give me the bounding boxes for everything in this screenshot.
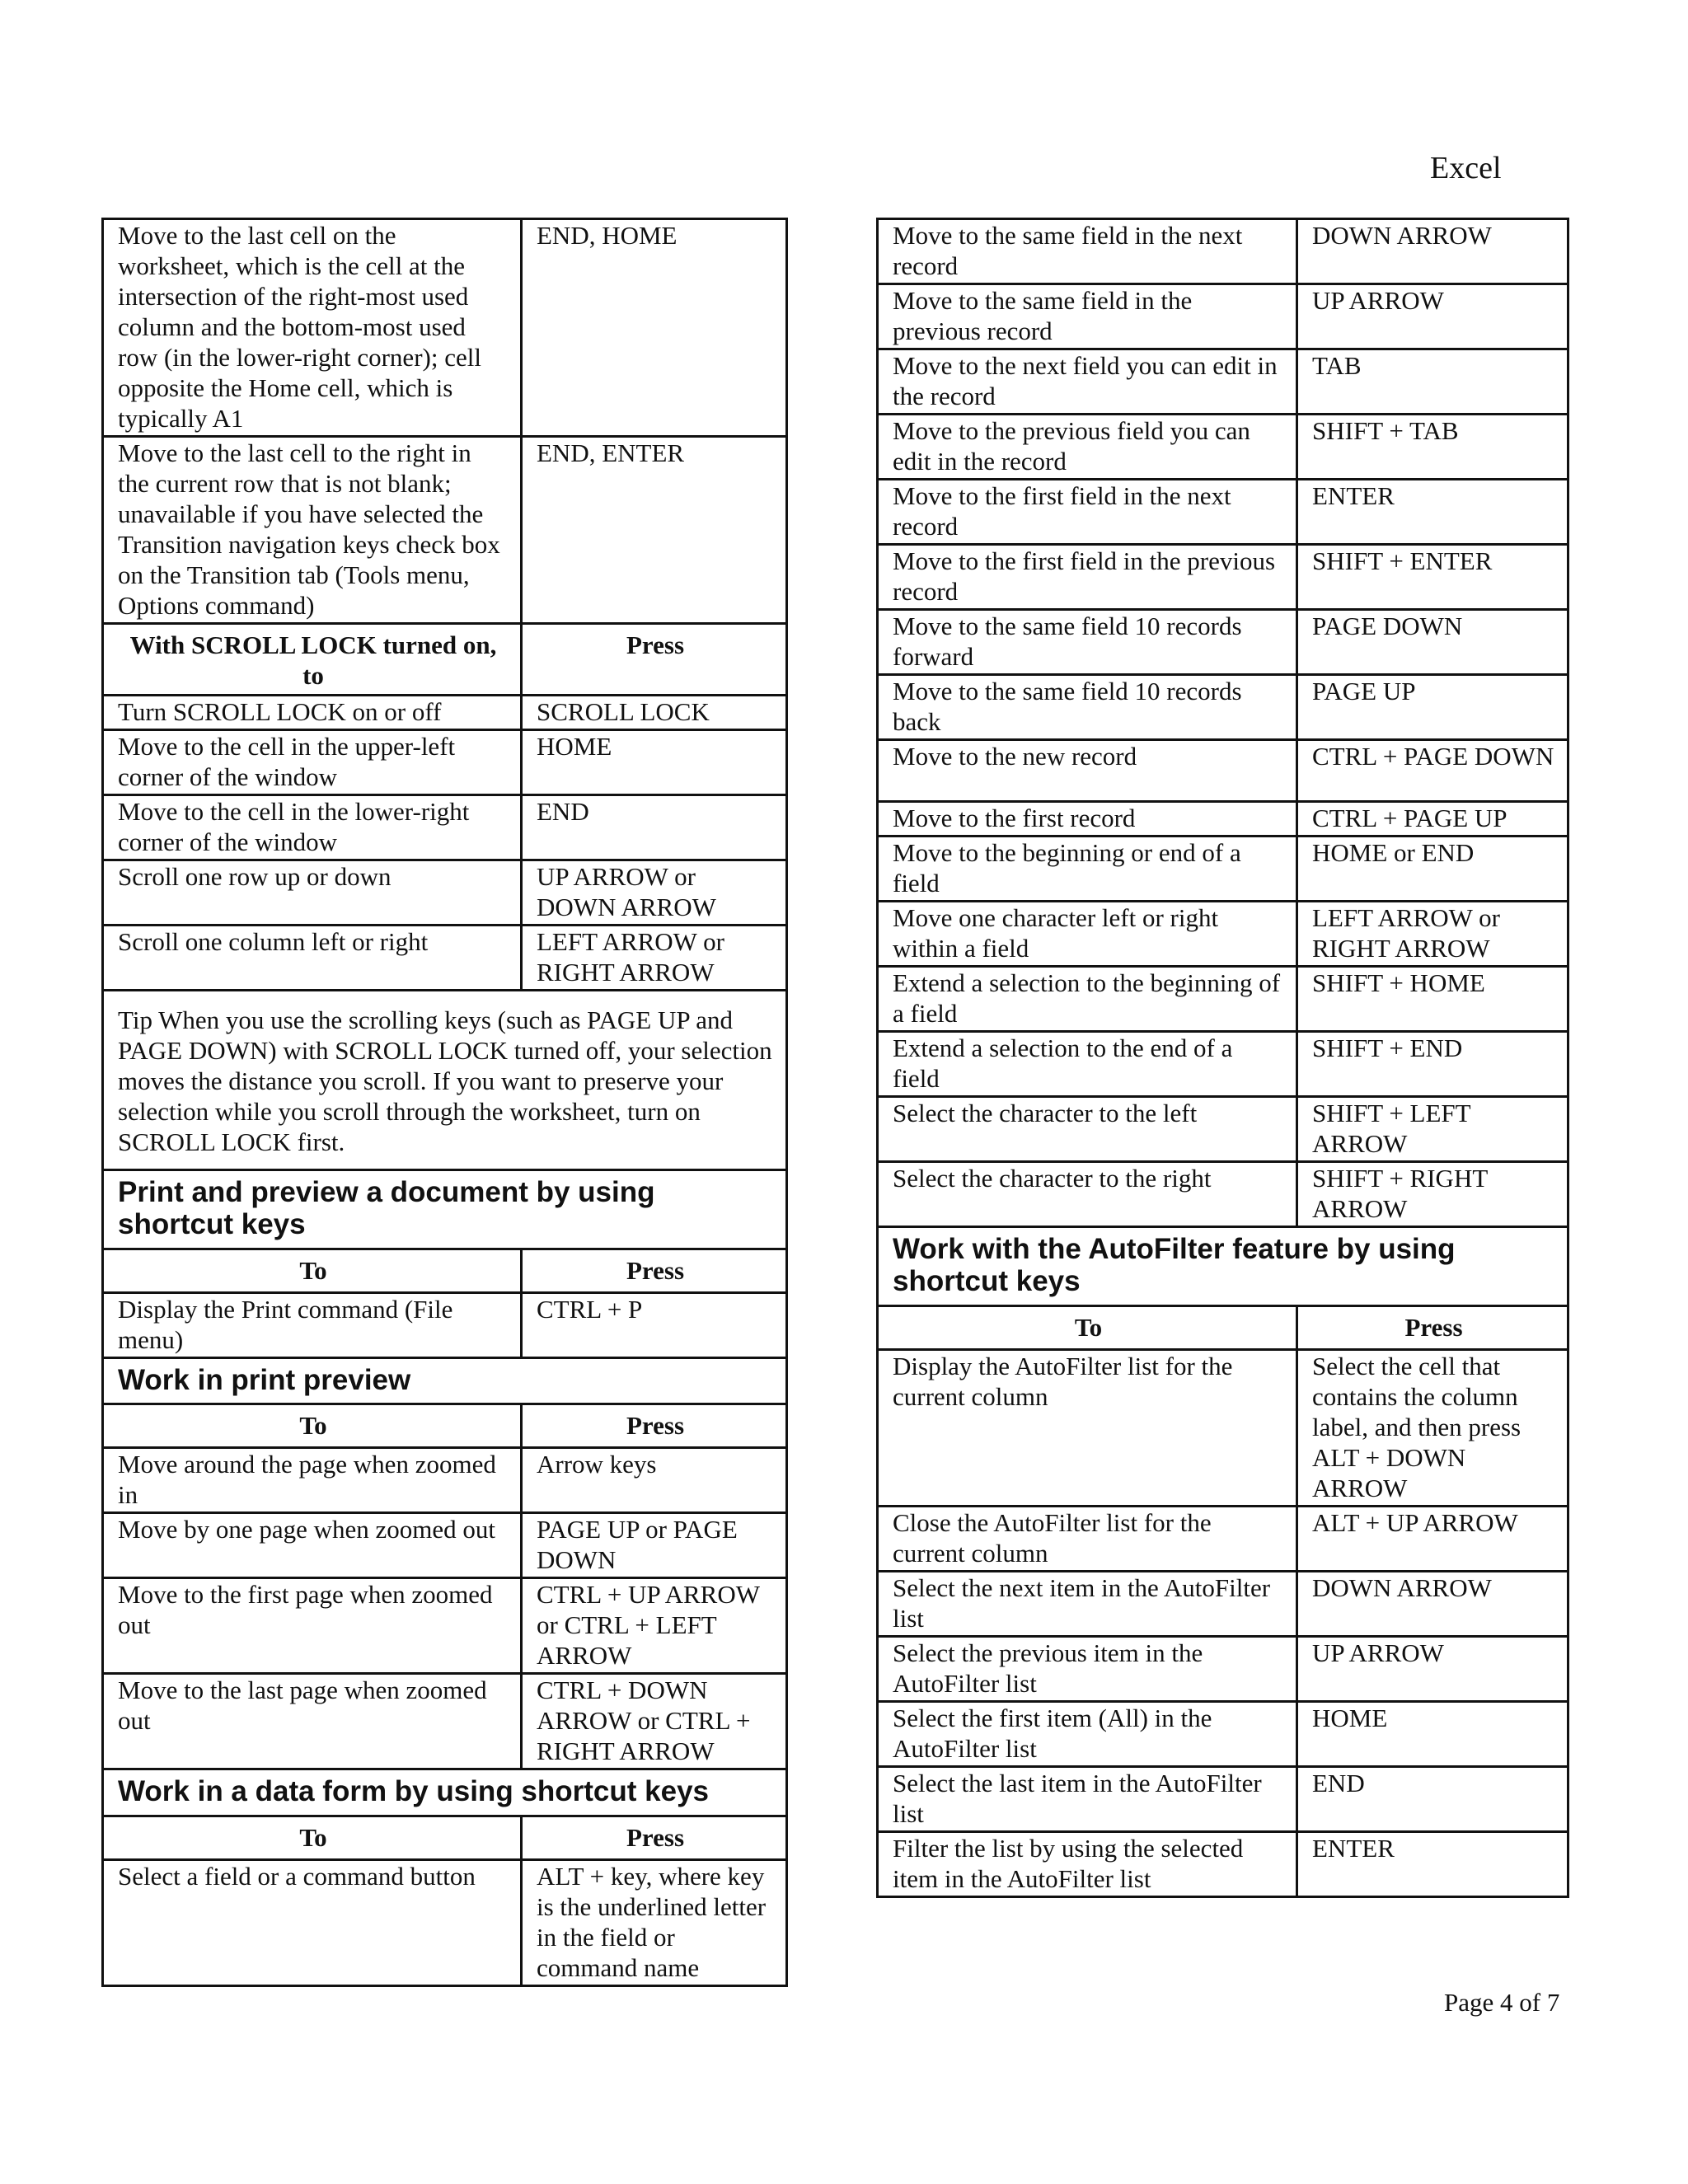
keys-cell: SHIFT + END: [1297, 1032, 1568, 1097]
table-row: [103, 1448, 787, 1513]
keys-cell: SCROLL LOCK: [522, 696, 787, 730]
table-row: [878, 902, 1568, 967]
keys-cell: UP ARROW: [1297, 1637, 1568, 1702]
table-row: [103, 437, 787, 624]
table-row: [878, 415, 1568, 480]
section-title-data-form: Work in a data form by using shortcut keys: [103, 1769, 787, 1816]
column-header-to: To: [103, 1404, 522, 1448]
keys-cell: CTRL + PAGE UP: [1297, 802, 1568, 837]
table-row: [878, 610, 1568, 675]
keys-cell: ENTER: [1297, 480, 1568, 545]
table-row: [103, 1293, 787, 1358]
table-row: [103, 1860, 787, 1986]
column-header-press: Press: [522, 1249, 787, 1293]
keys-cell: CTRL + UP ARROW or CTRL + LEFT ARROW: [522, 1578, 787, 1674]
table-row: [878, 675, 1568, 740]
keys-cell: TAB: [1297, 349, 1568, 415]
table-row: [878, 284, 1568, 349]
table-row: [878, 1507, 1568, 1572]
table-row: [103, 795, 787, 860]
table-row: [103, 730, 787, 795]
table-row: [103, 860, 787, 926]
column-header-press: Press: [522, 1404, 787, 1448]
right-shortcut-table: [876, 218, 1569, 1898]
action-cell: Move to the new record: [878, 740, 1297, 802]
keys-cell: END, HOME: [522, 219, 787, 437]
action-cell: Display the AutoFilter list for the current column: [878, 1350, 1297, 1507]
keys-cell: SHIFT + ENTER: [1297, 545, 1568, 610]
section-title-autofilter: Work with the AutoFilter feature by using shortcut keys: [878, 1227, 1568, 1306]
action-cell: Move to the same field 10 records back: [878, 675, 1297, 740]
action-cell: Move to the first page when zoomed out: [103, 1578, 522, 1674]
action-cell: Move to the cell in the lower-right corner of the window: [103, 795, 522, 860]
table-row: [878, 740, 1568, 802]
table-row: [878, 1350, 1568, 1507]
table-row: [878, 219, 1568, 284]
action-cell: Close the AutoFilter list for the current column: [878, 1507, 1297, 1572]
section-title-row: [103, 1170, 787, 1249]
action-cell: Select a field or a command button: [103, 1860, 522, 1986]
table-row: [878, 1572, 1568, 1637]
keys-cell: CTRL + PAGE DOWN: [1297, 740, 1568, 802]
action-cell: Select the next item in the AutoFilter list: [878, 1572, 1297, 1637]
left-shortcut-table: [101, 218, 788, 1987]
column-header-to: To: [103, 1816, 522, 1860]
keys-cell: LEFT ARROW or RIGHT ARROW: [522, 926, 787, 991]
action-cell: Move to the previous field you can edit in the record: [878, 415, 1297, 480]
table-row: [103, 219, 787, 437]
action-cell: Move to the last page when zoomed out: [103, 1674, 522, 1769]
table-row: [878, 837, 1568, 902]
keys-cell: PAGE UP or PAGE DOWN: [522, 1513, 787, 1578]
action-cell: Extend a selection to the end of a field: [878, 1032, 1297, 1097]
table-header-row: [103, 1249, 787, 1293]
action-cell: Extend a selection to the beginning of a field: [878, 967, 1297, 1032]
column-header-press: Press: [1297, 1306, 1568, 1350]
table-row: [878, 1162, 1568, 1227]
action-cell: Move to the last cell on the worksheet, which is the cell at the intersection of the right-most used column and the bottom-most used row (in the lower-right corner); cell opposite the Home cell, which is typically A1: [103, 219, 522, 437]
action-cell: Move to the first field in the next record: [878, 480, 1297, 545]
table-row: [878, 480, 1568, 545]
keys-cell: HOME: [522, 730, 787, 795]
action-cell: Move to the beginning or end of a field: [878, 837, 1297, 902]
table-row: [103, 926, 787, 991]
action-cell: Scroll one column left or right: [103, 926, 522, 991]
keys-cell: PAGE DOWN: [1297, 610, 1568, 675]
keys-cell: UP ARROW: [1297, 284, 1568, 349]
table-row: [103, 696, 787, 730]
table-row: [878, 1032, 1568, 1097]
action-cell: Move to the last cell to the right in the current row that is not blank; unavailable if you have selected the Transition navigation keys check box on the Transition tab (Tools menu, Options command): [103, 437, 522, 624]
action-cell: Turn SCROLL LOCK on or off: [103, 696, 522, 730]
keys-cell: END: [1297, 1767, 1568, 1832]
keys-cell: UP ARROW or DOWN ARROW: [522, 860, 787, 926]
action-cell: Display the Print command (File menu): [103, 1293, 522, 1358]
table-row: [103, 1578, 787, 1674]
table-row: [878, 1767, 1568, 1832]
column-header-press: Press: [522, 1816, 787, 1860]
action-cell: Move to the same field in the next record: [878, 219, 1297, 284]
keys-cell: HOME: [1297, 1702, 1568, 1767]
table-row: [878, 1097, 1568, 1162]
column-header-to: To: [878, 1306, 1297, 1350]
table-row: [878, 802, 1568, 837]
keys-cell: SHIFT + TAB: [1297, 415, 1568, 480]
action-cell: Scroll one row up or down: [103, 860, 522, 926]
keys-cell: Select the cell that contains the column label, and then press ALT + DOWN ARROW: [1297, 1350, 1568, 1507]
action-cell: Select the first item (All) in the AutoFilter list: [878, 1702, 1297, 1767]
action-cell: Move to the same field 10 records forward: [878, 610, 1297, 675]
section-title-row: [103, 1358, 787, 1404]
table-header-row: [103, 1404, 787, 1448]
action-cell: Move to the first record: [878, 802, 1297, 837]
column-header-to: With SCROLL LOCK turned on, to: [103, 624, 522, 696]
section-title-row: [103, 1769, 787, 1816]
table-header-row: [103, 1816, 787, 1860]
table-header-row: [103, 624, 787, 696]
document-header-title: Excel: [1430, 151, 1502, 185]
tip-row: [103, 991, 787, 1170]
action-cell: Move to the cell in the upper-left corner of the window: [103, 730, 522, 795]
page-number: Page 4 of 7: [1444, 1988, 1560, 2017]
keys-cell: SHIFT + LEFT ARROW: [1297, 1097, 1568, 1162]
table-header-row: [878, 1306, 1568, 1350]
table-row: [103, 1674, 787, 1769]
action-cell: Select the last item in the AutoFilter list: [878, 1767, 1297, 1832]
action-cell: Filter the list by using the selected item in the AutoFilter list: [878, 1832, 1297, 1897]
keys-cell: LEFT ARROW or RIGHT ARROW: [1297, 902, 1568, 967]
keys-cell: END, ENTER: [522, 437, 787, 624]
table-row: [878, 967, 1568, 1032]
table-row: [103, 1513, 787, 1578]
table-row: [878, 349, 1568, 415]
action-cell: Move one character left or right within a field: [878, 902, 1297, 967]
keys-cell: ENTER: [1297, 1832, 1568, 1897]
keys-cell: END: [522, 795, 787, 860]
scroll-lock-tip: Tip When you use the scrolling keys (such as PAGE UP and PAGE DOWN) with SCROLL LOCK turned off, your selection moves the distance you scroll. If you want to preserve your selection while you scroll through the worksheet, turn on SCROLL LOCK first.: [103, 991, 787, 1170]
keys-cell: DOWN ARROW: [1297, 219, 1568, 284]
action-cell: Move around the page when zoomed in: [103, 1448, 522, 1513]
section-title-row: [878, 1227, 1568, 1306]
keys-cell: HOME or END: [1297, 837, 1568, 902]
column-header-to: To: [103, 1249, 522, 1293]
table-row: [878, 1832, 1568, 1897]
keys-cell: ALT + key, where key is the underlined letter in the field or command name: [522, 1860, 787, 1986]
action-cell: Select the character to the left: [878, 1097, 1297, 1162]
keys-cell: ALT + UP ARROW: [1297, 1507, 1568, 1572]
table-row: [878, 1637, 1568, 1702]
table-row: [878, 1702, 1568, 1767]
section-title-print-preview-work: Work in print preview: [103, 1358, 787, 1404]
action-cell: Move by one page when zoomed out: [103, 1513, 522, 1578]
keys-cell: CTRL + DOWN ARROW or CTRL + RIGHT ARROW: [522, 1674, 787, 1769]
section-title-print-preview: Print and preview a document by using shortcut keys: [103, 1170, 787, 1249]
action-cell: Select the previous item in the AutoFilter list: [878, 1637, 1297, 1702]
action-cell: Select the character to the right: [878, 1162, 1297, 1227]
keys-cell: PAGE UP: [1297, 675, 1568, 740]
keys-cell: DOWN ARROW: [1297, 1572, 1568, 1637]
action-cell: Move to the next field you can edit in the record: [878, 349, 1297, 415]
keys-cell: Arrow keys: [522, 1448, 787, 1513]
action-cell: Move to the first field in the previous record: [878, 545, 1297, 610]
column-header-press: Press: [522, 624, 787, 696]
action-cell: Move to the same field in the previous record: [878, 284, 1297, 349]
keys-cell: CTRL + P: [522, 1293, 787, 1358]
keys-cell: SHIFT + RIGHT ARROW: [1297, 1162, 1568, 1227]
keys-cell: SHIFT + HOME: [1297, 967, 1568, 1032]
table-row: [878, 545, 1568, 610]
